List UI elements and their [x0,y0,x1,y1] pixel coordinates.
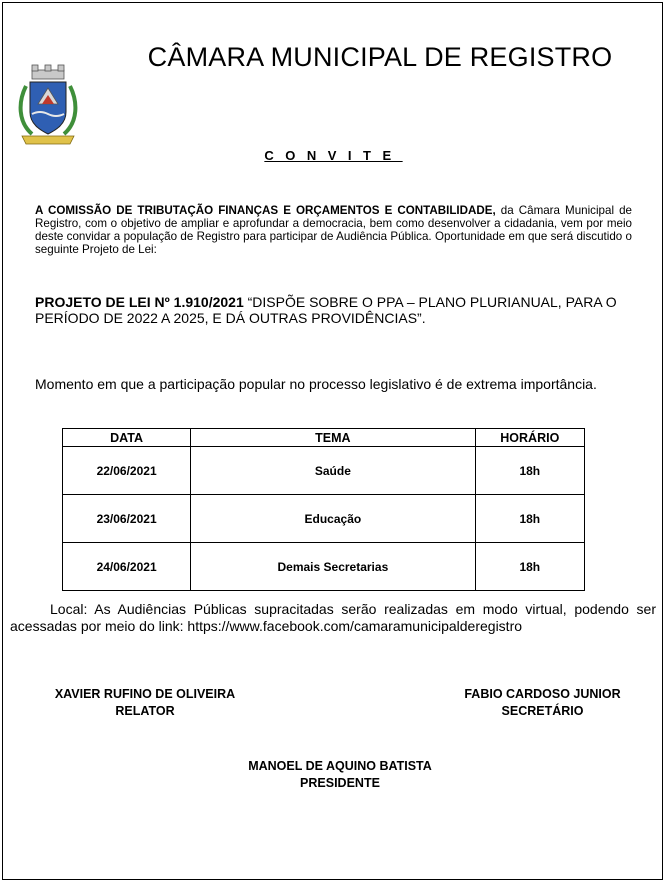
location-text: Local: As Audiências Públicas supracitadas serão realizadas em modo virtual, podendo ser acessadas por meio do link: https://www.facebook.com/camaramunicipalderegistro [10,601,656,634]
row-topic: Educação [191,495,475,543]
commission-name: A COMISSÃO DE TRIBUTAÇÃO FINANÇAS E ORÇAMENTOS E CONTABILIDADE, [35,204,496,217]
convite-label: CONVITE [264,148,403,163]
municipal-coat-of-arms-icon [16,64,80,148]
signatory-name: XAVIER RUFINO DE OLIVEIRA [54,687,236,701]
column-header-data: DATA [63,429,191,447]
row-date: 22/06/2021 [63,447,191,495]
intro-paragraph [35,204,632,256]
table-row [63,447,585,495]
signatory-role: RELATOR [115,704,175,718]
signature-secretario [440,686,645,720]
column-header-tema: TEMA [191,429,475,447]
participation-statement: Momento em que a participação popular no processo legislativo é de extrema importância. [35,376,597,392]
signatory-name: FABIO CARDOSO JUNIOR [464,687,621,701]
bill-paragraph [35,294,635,326]
table-row [63,495,585,543]
row-topic: Demais Secretarias [191,543,475,591]
table-row [63,543,585,591]
row-topic: Saúde [191,447,475,495]
document-heading [0,148,667,163]
row-date: 24/06/2021 [63,543,191,591]
chamber-title: CÂMARA MUNICIPAL DE REGISTRO [147,42,613,72]
row-time: 18h [475,543,584,591]
signature-relator [40,686,250,720]
column-header-horario: HORÁRIO [475,429,584,447]
signatory-role: SECRETÁRIO [501,704,584,718]
location-paragraph [10,601,656,635]
signature-presidente [220,758,460,792]
row-date: 23/06/2021 [63,495,191,543]
intro-text: da Câmara Municipal de Registro, com o objetivo de ampliar e aprofundar a democracia, bem como desenvolver a cidadania, vem por meio deste convidar a população de Registro para participar de Audiência Pública. Oportunidade em que será discutido o seguinte Projeto de Lei: [35,204,632,256]
bill-description: “DISPÕE SOBRE O PPA – PLANO PLURIANUAL, PARA O PERÍODO DE 2022 A 2025, E DÁ OUTRAS PROVIDÊNCIAS”. [35,294,617,326]
row-time: 18h [475,447,584,495]
schedule-table [62,428,585,591]
bill-number: PROJETO DE LEI Nº 1.910/2021 [35,294,244,310]
row-time: 18h [475,495,584,543]
signatory-role: PRESIDENTE [300,776,380,790]
signatory-name: MANOEL DE AQUINO BATISTA [248,759,432,773]
table-header-row [63,429,585,447]
